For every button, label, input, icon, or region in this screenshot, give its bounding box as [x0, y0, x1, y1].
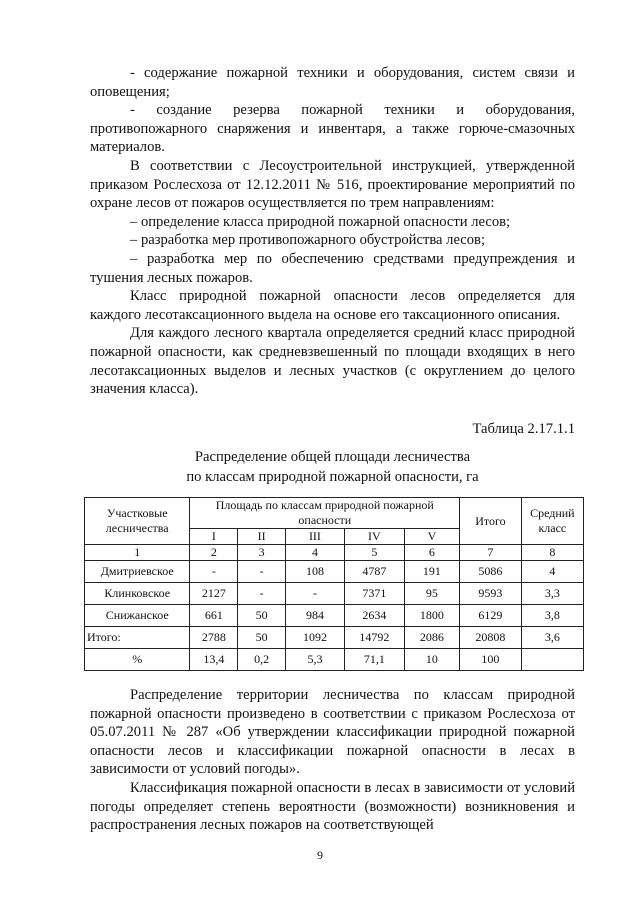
cell: 95: [404, 583, 459, 605]
cell-total: 9593: [460, 583, 522, 605]
body-text-top: [90, 64, 575, 399]
cell: 2788: [190, 627, 238, 649]
cell: 2634: [345, 605, 405, 627]
cell: 1800: [404, 605, 459, 627]
cell: 14792: [345, 627, 405, 649]
col-number: 1: [85, 545, 190, 561]
cell-avg: [521, 649, 583, 671]
paragraph: – разработка мер по обеспечению средствами предупреждения и тушения лесных пожаров.: [90, 250, 575, 286]
cell: 13,4: [190, 649, 238, 671]
col-number: 7: [460, 545, 522, 561]
cell-total: 5086: [460, 561, 522, 583]
col-number: 2: [190, 545, 238, 561]
fire-danger-table: [84, 497, 584, 671]
paragraph: Распределение территории лесничества по классам природной пожарной опасности произведено в соответствии с приказом Рослесхоза от 05.07.2011 № 287 «Об утверждении классификации природной пожарной опасности лесов и классификации пожарной опасности в лесах в зависимости от условий погоды».: [90, 687, 575, 778]
row-name: %: [85, 649, 190, 671]
col-number: 3: [238, 545, 285, 561]
col-number: 8: [521, 545, 583, 561]
cell-total: 20808: [460, 627, 522, 649]
header-class: II: [238, 529, 285, 545]
cell: -: [238, 583, 285, 605]
cell: 4787: [345, 561, 405, 583]
cell-avg: 3,3: [521, 583, 583, 605]
col-number: 4: [285, 545, 344, 561]
header-area-by-class: Площадь по классам природной пожарной опасности: [190, 498, 460, 529]
cell: 0,2: [238, 649, 285, 671]
cell: -: [190, 561, 238, 583]
body-text-bottom: [90, 686, 575, 835]
header-class: III: [285, 529, 344, 545]
cell: 191: [404, 561, 459, 583]
header-forestries: Участковые лесничества: [85, 498, 190, 545]
cell: 50: [238, 627, 285, 649]
cell-avg: 4: [521, 561, 583, 583]
table-label: Таблица 2.17.1.1: [472, 421, 575, 437]
header-class: I: [190, 529, 238, 545]
paragraph: Класс природной пожарной опасности лесов определяется для каждого лесотаксационного выдела на основе его таксационного описания.: [90, 288, 575, 323]
cell: 7371: [345, 583, 405, 605]
cell: 10: [404, 649, 459, 671]
cell: 984: [285, 605, 344, 627]
cell: -: [238, 561, 285, 583]
header-class: IV: [345, 529, 405, 545]
paragraph: – определение класса природной пожарной опасности лесов;: [130, 213, 511, 230]
cell: 2086: [404, 627, 459, 649]
table-row-total: [85, 627, 584, 649]
table-row: [85, 605, 584, 627]
table-row: [85, 561, 584, 583]
table-title-line1: Распределение общей площади лесничества: [194, 449, 471, 465]
paragraph: В соответствии с Лесоустроительной инструкцией, утвержденной приказом Рослесхоза от 12.12.2011 № 516, проектирование мероприятий по охране лесов от пожаров осуществляется по трем направлениям:: [90, 157, 575, 212]
cell: 108: [285, 561, 344, 583]
table-row: [85, 583, 584, 605]
row-name: Снижанское: [85, 605, 190, 627]
cell: 661: [190, 605, 238, 627]
cell-total: 100: [460, 649, 522, 671]
cell: 2127: [190, 583, 238, 605]
table-title-line2: по классам природной пожарной опасности, га: [186, 469, 479, 485]
header-total: Итого: [460, 498, 522, 545]
col-number: 5: [345, 545, 405, 561]
col-number: 6: [404, 545, 459, 561]
header-class: V: [404, 529, 459, 545]
row-name: Дмитриевское: [85, 561, 190, 583]
table-caption: [90, 419, 575, 487]
page-number: 9: [317, 848, 323, 862]
cell-avg: 3,6: [521, 627, 583, 649]
cell: 1092: [285, 627, 344, 649]
cell: 71,1: [345, 649, 405, 671]
paragraph: Классификация пожарной опасности в лесах в зависимости от условий погоды определяет степень вероятности (возможности) возникновения и распространения лесных пожаров на соответствующей: [90, 779, 575, 834]
cell: 5,3: [285, 649, 344, 671]
row-name: Клинковское: [85, 583, 190, 605]
row-name: Итого:: [85, 627, 190, 649]
paragraph: - создание резерва пожарной техники и оборудования, противопожарного снаряжения и инвентаря, а также горюче-смазочных материалов.: [90, 102, 575, 156]
paragraph: – разработка мер противопожарного обустройства лесов;: [130, 232, 486, 249]
cell-avg: 3,8: [521, 605, 583, 627]
table-row-percent: [85, 649, 584, 671]
header-average-class: Средний класс: [521, 498, 583, 545]
paragraph: - содержание пожарной техники и оборудования, систем связи и оповещения;: [90, 65, 575, 100]
cell-total: 6129: [460, 605, 522, 627]
cell: -: [285, 583, 344, 605]
cell: 50: [238, 605, 285, 627]
paragraph: Для каждого лесного квартала определяется средний класс природной пожарной опасности, как средневзвешенный по площади входящих в него лесотаксационных выделов и лесных участков (с округлением до целого значения класса).: [90, 325, 575, 398]
